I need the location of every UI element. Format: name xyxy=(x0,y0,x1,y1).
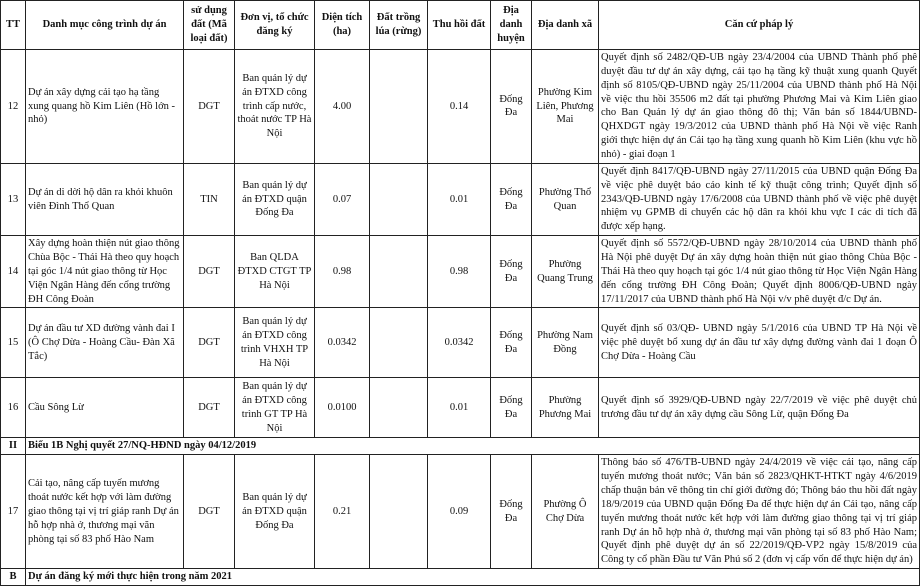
header-district: Địa danh huyện xyxy=(491,1,532,50)
section-title: Dự án đăng ký mới thực hiện trong năm 2021 xyxy=(26,569,920,586)
cell-recovered: 0.09 xyxy=(428,455,491,569)
table-row xyxy=(1,236,920,308)
table-row xyxy=(1,455,920,569)
cell-legal: Quyết định số 03/QĐ- UBND ngày 5/1/2016 của UBND TP Hà Nội về việc phê duyệt bổ xung dự án đầu tư xây dựng đường vành đai 1 đoạn Ô Chợ Dừa - Hoàng Cầu xyxy=(599,308,920,378)
table-row xyxy=(1,50,920,164)
cell-district: Đống Đa xyxy=(491,163,532,235)
cell-rice-land xyxy=(370,378,428,438)
cell-unit: Ban quản lý dự án ĐTXD công trình cấp nước, thoát nước TP Hà Nội xyxy=(235,50,315,164)
cell-land-type: DGT xyxy=(184,50,235,164)
cell-tt: 13 xyxy=(1,163,26,235)
cell-legal: Quyết định số 2482/QĐ-UB ngày 23/4/2004 của UBND Thành phố phê duyệt đầu tư dự án xây dựng, cải tạo hạ tầng kỹ thuật xung quanh Quyết định số 8105/QĐ-UBND ngày 25/11/2004 của UBND thành phố Hà Nội về việc thu hồi 35506 m2 đất tại phường Phương Mai và Kim Liên giao cho Ban Quản lý dự án giao thông đô thị; Văn bản số 1844/UBND-QHXDGT ngày 19/3/2012 của UBND thành phố Hà Nội về việc Ranh giới thực hiện dự án Cải tạo hạ tầng xung quanh hồ Kim Liên (khu vực hồ nhỏ) - giai đoạn 1 xyxy=(599,50,920,164)
header-project: Danh mục công trình dự án xyxy=(26,1,184,50)
cell-land-type: DGT xyxy=(184,455,235,569)
cell-project: Xây dựng hoàn thiện nút giao thông Chùa Bộc - Thái Hà theo quy hoạch tại góc 1/4 nút giao thông từ Học Viện Ngân Hàng đến cổng trường ĐH Công Đoàn xyxy=(26,236,184,308)
cell-unit: Ban quản lý dự án ĐTXD quận Đống Đa xyxy=(235,455,315,569)
cell-rice-land xyxy=(370,50,428,164)
cell-area: 0.0100 xyxy=(315,378,370,438)
cell-legal: Thông báo số 476/TB-UBND ngày 24/4/2019 về việc cải tạo, nâng cấp tuyến mương thoát nước; Văn bản số 2823/QHKT-HTKT ngày 4/6/2019 chấp thuận bản vẽ thông tin chỉ giới đường đỏ; Thông báo thu hồi đất ngày 18/9/2019 của UBND quận Đống Đa để thực hiện dự án Cải tạo, nâng cấp tuyến mương thoát nước kết hợp với làm đường giao thông tại vị trí giáp ranh Dự án hỗ hợp nhà ở, thương mại văn phòng tại số 83 phố Hào Nam; Quyết định phê duyệt dự án số 22/2019/QĐ-VP2 ngày 15/8/2019 của Công ty cổ phần Đầu tư Văn Phú số 2 (đơn vị cấp vốn để thực hiện dự án) xyxy=(599,455,920,569)
cell-rice-land xyxy=(370,308,428,378)
header-land-type: sử dụng đất (Mã loại đất) xyxy=(184,1,235,50)
cell-recovered: 0.01 xyxy=(428,163,491,235)
cell-land-type: TIN xyxy=(184,163,235,235)
table-row xyxy=(1,308,920,378)
cell-area: 0.07 xyxy=(315,163,370,235)
cell-tt: 17 xyxy=(1,455,26,569)
section-row xyxy=(1,438,920,455)
section-row xyxy=(1,569,920,586)
header-area: Diện tích (ha) xyxy=(315,1,370,50)
cell-recovered: 0.01 xyxy=(428,378,491,438)
header-unit: Đơn vị, tổ chức đăng ký xyxy=(235,1,315,50)
cell-legal: Quyết định số 5572/QĐ-UBND ngày 28/10/2014 của UBND thành phố Hà Nội phê duyệt Dự án xây dựng hoàn thiện nút giao thông Chùa Bộc - Thái Hà theo quy hoạch tại góc 1/4 nút giao thông từ Học Viện Ngân Hàng đến cổng trường ĐH Công Đoàn; Quyết định 8006/QĐ-UBND ngày 17/11/2017 của UBND thành phố Hà Nội v/v phê duyệt đ/c Dự án. xyxy=(599,236,920,308)
cell-recovered: 0.0342 xyxy=(428,308,491,378)
header-legal: Căn cứ pháp lý xyxy=(599,1,920,50)
table-header-row xyxy=(1,1,920,50)
cell-tt: 16 xyxy=(1,378,26,438)
cell-land-type: DGT xyxy=(184,378,235,438)
cell-project: Cầu Sông Lừ xyxy=(26,378,184,438)
cell-ward: Phường Ô Chợ Dừa xyxy=(532,455,599,569)
cell-legal: Quyết định số 3929/QĐ-UBND ngày 22/7/2019 về việc phê duyệt chủ trương đầu tư dự án xây dựng cầu Sông Lừ, quận Đống Đa xyxy=(599,378,920,438)
cell-project: Dự án xây dựng cải tạo hạ tầng xung quang hồ Kim Liên (Hồ lớn - nhỏ) xyxy=(26,50,184,164)
table-row xyxy=(1,163,920,235)
section-title: Biểu 1B Nghị quyết 27/NQ-HĐND ngày 04/12/2019 xyxy=(26,438,920,455)
cell-land-type: DGT xyxy=(184,236,235,308)
cell-ward: Phường Thổ Quan xyxy=(532,163,599,235)
cell-ward: Phường Phương Mai xyxy=(532,378,599,438)
cell-district: Đống Đa xyxy=(491,308,532,378)
cell-recovered: 0.98 xyxy=(428,236,491,308)
cell-tt: 15 xyxy=(1,308,26,378)
cell-district: Đống Đa xyxy=(491,50,532,164)
cell-area: 0.98 xyxy=(315,236,370,308)
table-row xyxy=(1,378,920,438)
cell-unit: Ban QLDA ĐTXD CTGT TP Hà Nội xyxy=(235,236,315,308)
header-recovered: Thu hồi đất xyxy=(428,1,491,50)
cell-ward: Phường Quang Trung xyxy=(532,236,599,308)
header-rice-land: Đất trồng lúa (rừng) xyxy=(370,1,428,50)
cell-ward: Phường Kim Liên, Phương Mai xyxy=(532,50,599,164)
cell-area: 0.0342 xyxy=(315,308,370,378)
cell-rice-land xyxy=(370,163,428,235)
cell-unit: Ban quản lý dự án ĐTXD quận Đống Đa xyxy=(235,163,315,235)
cell-rice-land xyxy=(370,455,428,569)
cell-unit: Ban quản lý dự án ĐTXD công trình GT TP Hà Nội xyxy=(235,378,315,438)
cell-recovered: 0.14 xyxy=(428,50,491,164)
cell-unit: Ban quản lý dự án ĐTXD công trình VHXH TP Hà Nội xyxy=(235,308,315,378)
cell-project: Cải tạo, nâng cấp tuyến mương thoát nước kết hợp với làm đường giao thông tại vị trí giáp ranh Dự án hỗ hợp nhà ở, thương mại văn phòng tại số 83 phố Hào Nam xyxy=(26,455,184,569)
cell-rice-land xyxy=(370,236,428,308)
cell-district: Đống Đa xyxy=(491,378,532,438)
cell-district: Đống Đa xyxy=(491,455,532,569)
section-number: II xyxy=(1,438,26,455)
cell-project: Dự án đầu tư XD đường vành đai I (Ô Chợ Dừa - Hoàng Cầu- Đàn Xã Tắc) xyxy=(26,308,184,378)
cell-area: 4.00 xyxy=(315,50,370,164)
cell-tt: 12 xyxy=(1,50,26,164)
cell-land-type: DGT xyxy=(184,308,235,378)
section-number: B xyxy=(1,569,26,586)
header-tt: TT xyxy=(1,1,26,50)
cell-district: Đống Đa xyxy=(491,236,532,308)
cell-project: Dự án di dời hộ dân ra khỏi khuôn viên Đình Thổ Quan xyxy=(26,163,184,235)
cell-legal: Quyết định 8417/QĐ-UBND ngày 27/11/2015 của UBND quận Đống Đa về việc phê duyệt báo cáo kinh tế kỹ thuật công trình; Quyết định số 2343/QĐ-UBND ngày 17/6/2008 của UBND thành phố về việc phê duyệt nhiệm vụ GPMB di chuyển các hộ dân ra khỏi khu vực I các di tích đã được xếp hạng. xyxy=(599,163,920,235)
cell-tt: 14 xyxy=(1,236,26,308)
cell-area: 0.21 xyxy=(315,455,370,569)
header-ward: Địa danh xã xyxy=(532,1,599,50)
cell-ward: Phường Nam Đồng xyxy=(532,308,599,378)
